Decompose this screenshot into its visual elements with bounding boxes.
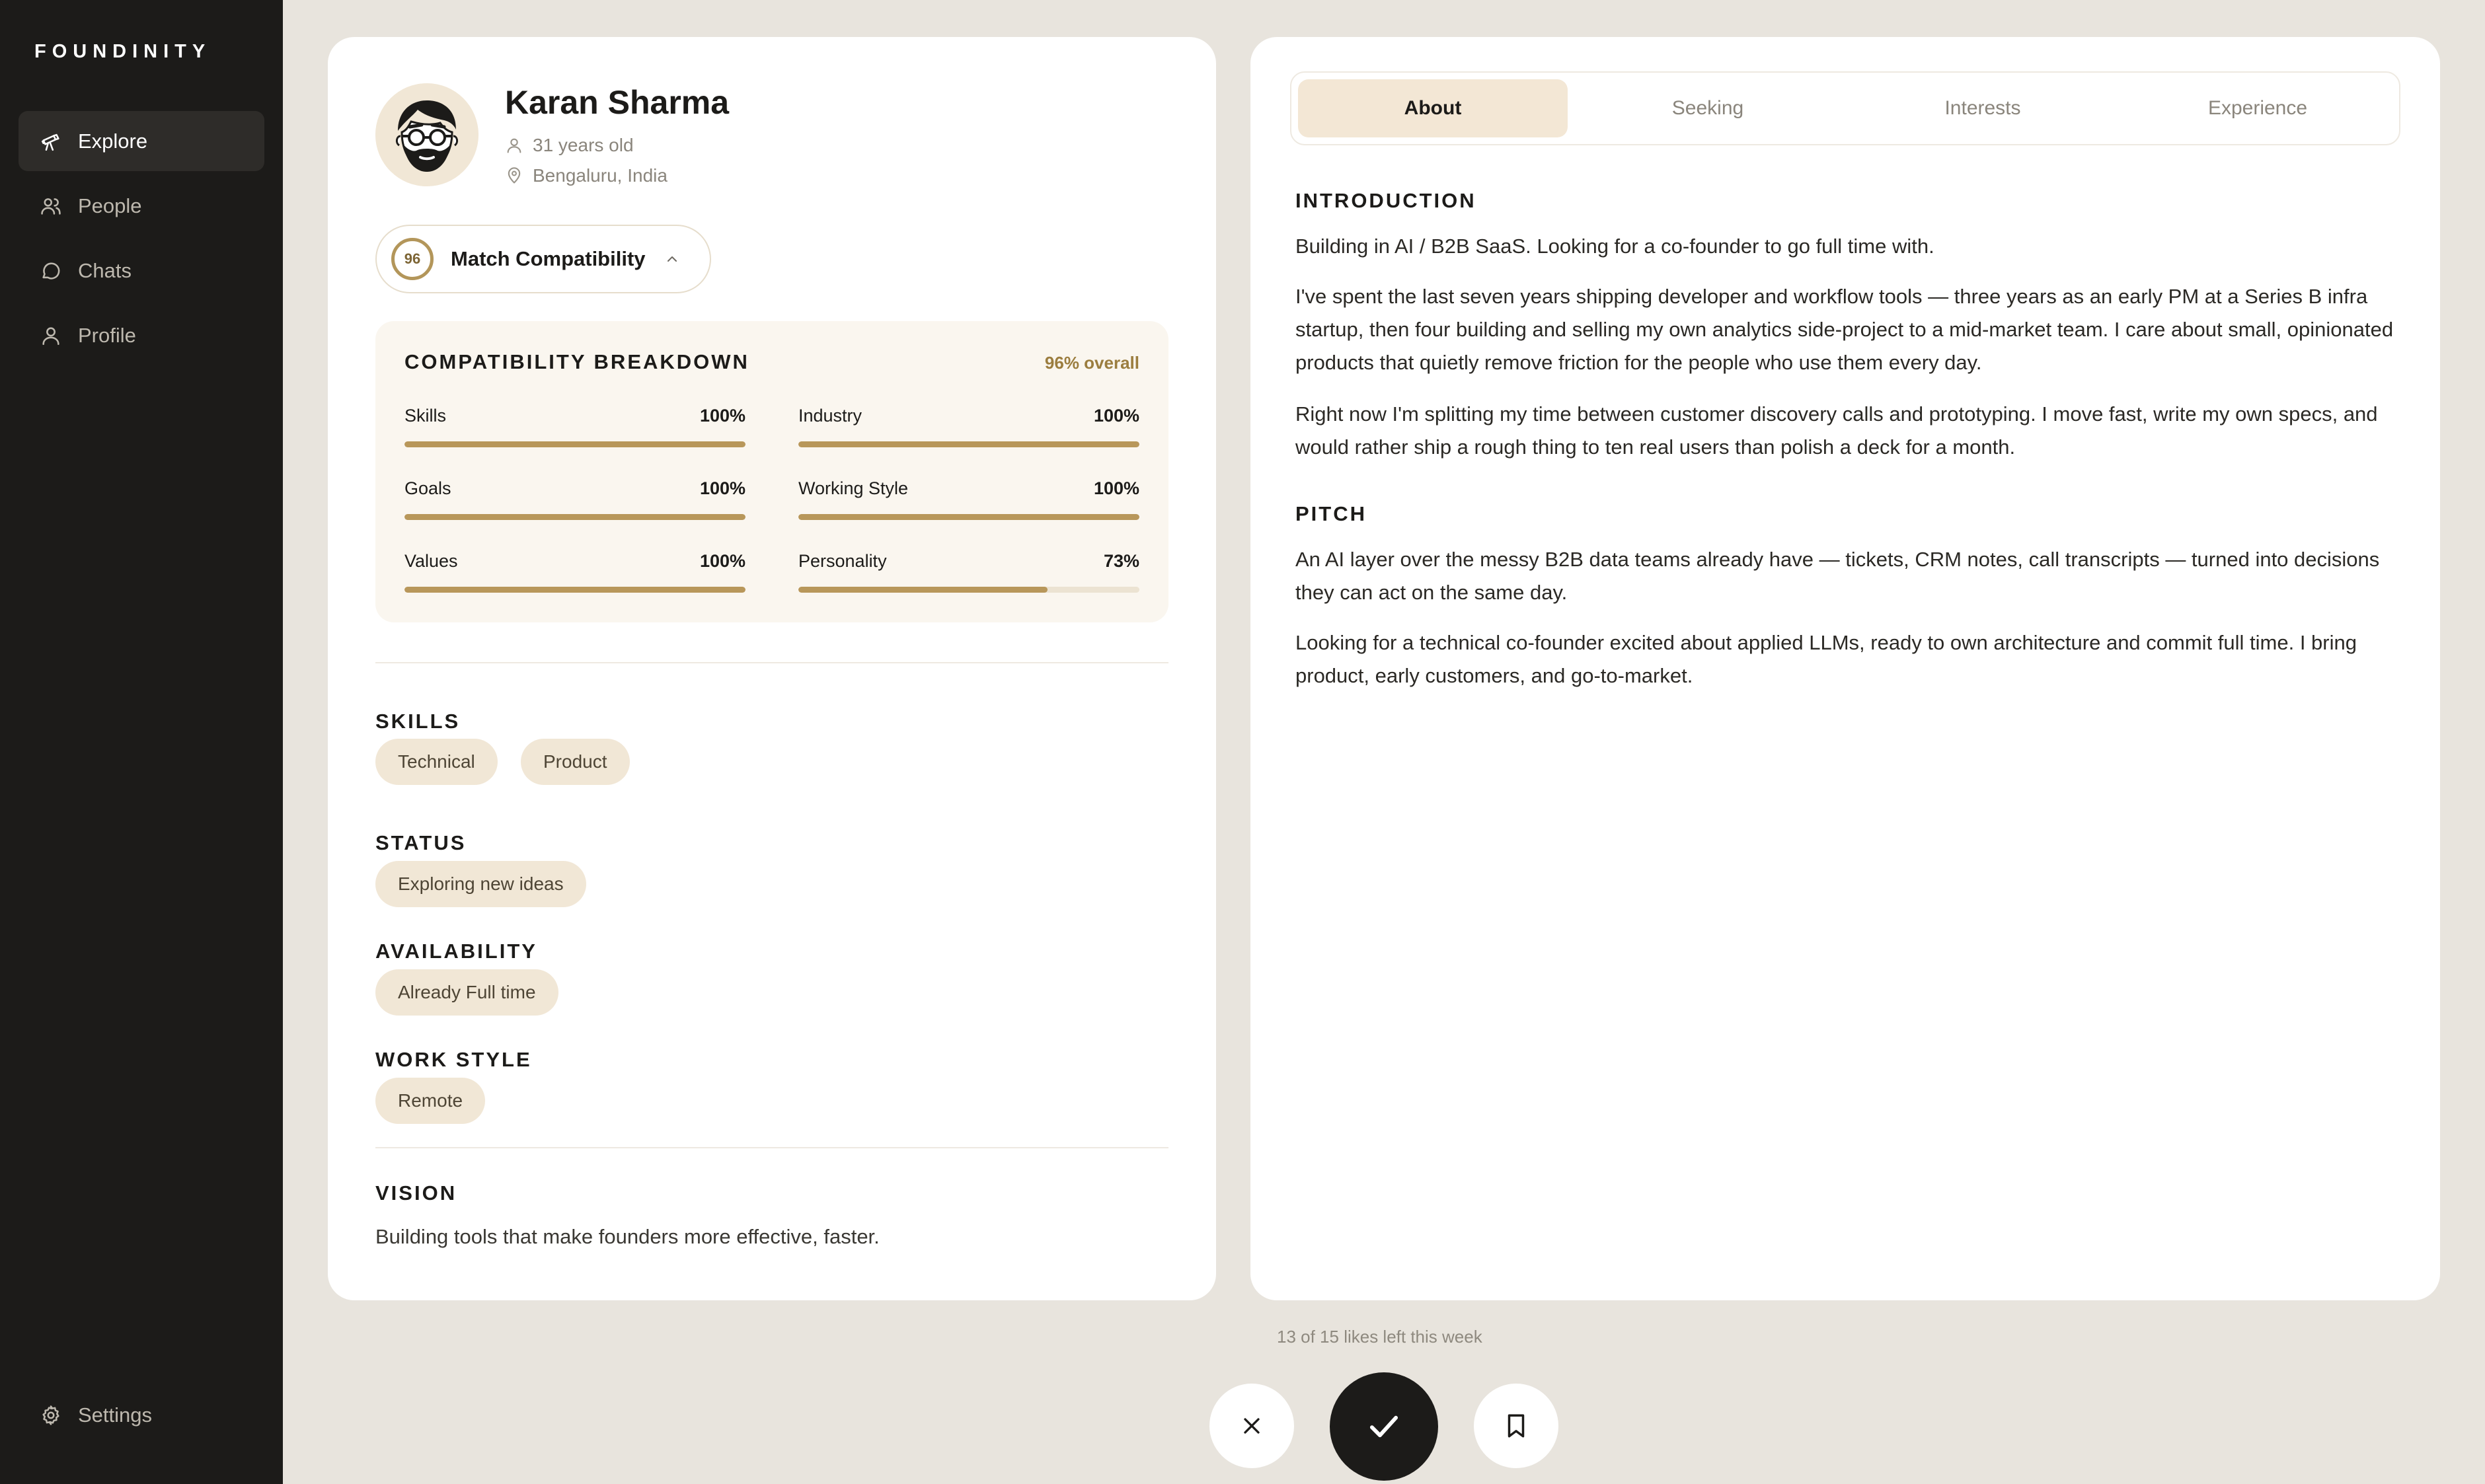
intro-paragraph: Building in AI / B2B SaaS. Looking for a co-founder to go full time with. [1295,235,1934,258]
metric-value: 73% [1103,551,1139,571]
sidebar-item-label: Profile [78,323,136,347]
avatar [375,83,478,186]
metric-bar-fill [798,587,1048,593]
vision-text: Building tools that make founders more effective, faster. [375,1225,880,1248]
metric-bar-fill [404,514,746,520]
likes-remaining: 13 of 15 likes left this week [1277,1327,1482,1347]
chevron-up-icon [664,251,680,267]
metric-label: Industry [798,406,862,426]
metric-skills [404,406,746,445]
breakdown-title: COMPATIBILITY BREAKDOWN [404,350,749,373]
metric-label: Goals [404,478,451,498]
sidebar-item-label: Explore [78,129,148,153]
skill-chip: Technical [375,739,498,785]
match-compatibility-toggle[interactable] [375,225,711,293]
metric-bar-fill [798,441,1139,447]
metric-bar-fill [404,441,746,447]
sidebar-item-label: Chats [78,258,132,282]
match-score-badge: 96 [391,238,434,280]
check-icon [1365,1407,1403,1446]
metric-value: 100% [699,551,746,571]
tab-about[interactable]: About [1298,79,1568,137]
match-compatibility-label: Match Compatibility [451,247,646,270]
divider [375,1147,1168,1148]
pitch-paragraph: An AI layer over the messy B2B data teams already have — tickets, CRM notes, call transcripts — turned into decisions they can act on the same day. [1295,548,2380,604]
metric-working-style [798,478,1139,518]
metric-label: Personality [798,551,887,571]
metric-industry [798,406,1139,445]
availability-chip: Already Full time [375,969,558,1016]
metric-label: Skills [404,406,447,426]
profile-name: Karan Sharma [505,84,730,121]
metric-goals [404,478,746,518]
bookmark-button[interactable] [1474,1384,1558,1468]
people-icon [40,195,62,217]
metric-bar [404,441,746,447]
status-chip: Exploring new ideas [375,861,586,907]
metric-personality [798,551,1139,591]
skill-chip: Product [521,739,630,785]
metric-bar [798,514,1139,520]
metric-bar [404,514,746,520]
tab-seeking[interactable]: Seeking [1671,97,1744,119]
sidebar-item-chats[interactable] [19,241,264,301]
compatibility-breakdown [375,321,1168,622]
skills-heading: SKILLS [375,710,461,733]
user-icon [505,136,523,155]
metric-bar-fill [798,514,1139,520]
metric-value: 100% [699,478,746,498]
pass-button[interactable] [1209,1384,1294,1468]
profile-age-row [505,135,634,156]
profile-location: Bengaluru, India [533,165,668,186]
chat-bubble-icon [40,260,62,282]
intro-paragraph: I've spent the last seven years shipping developer and workflow tools — three years as an early PM at a Series B infra startup, then four building and selling my own analytics side-project to a mid-market team. I care about small, opinionated products that quietly remove friction for the people who use them every day. [1295,285,2394,374]
metric-value: 100% [1093,478,1139,498]
metric-label: Values [404,551,458,571]
introduction-heading: INTRODUCTION [1295,189,1476,212]
sidebar-item-label: Settings [78,1403,153,1427]
profile-location-row [505,165,668,186]
work-style-chip: Remote [375,1078,485,1124]
bookmark-icon [1502,1412,1530,1440]
availability-heading: AVAILABILITY [375,940,537,963]
metric-value: 100% [1093,406,1139,426]
profile-card [328,37,1216,1300]
divider [375,662,1168,663]
vision-heading: VISION [375,1181,457,1205]
sidebar-item-label: People [78,194,142,217]
details-card [1250,37,2440,1300]
tab-bar [1290,71,2400,145]
sidebar-item-profile[interactable] [19,305,264,365]
metric-bar [798,587,1139,593]
pitch-heading: PITCH [1295,502,1367,525]
sidebar-item-settings[interactable] [19,1385,264,1445]
sidebar [0,0,283,1484]
like-button[interactable] [1330,1372,1438,1481]
avatar-illustration [375,83,478,186]
metric-bar-fill [404,587,746,593]
pitch-paragraph: Looking for a technical co-founder excited about applied LLMs, ready to own architecture and commit full time. I bring product, early customers, and go-to-market. [1295,631,2357,687]
user-icon [40,324,62,347]
location-pin-icon [505,167,523,185]
metric-value: 100% [699,406,746,426]
tab-experience[interactable]: Experience [2207,97,2308,119]
breakdown-overall: 96% overall [1044,353,1139,373]
close-icon [1239,1413,1265,1439]
metric-bar [404,587,746,593]
profile-age: 31 years old [533,135,634,155]
gear-icon [40,1404,62,1427]
brand-logo: FOUNDINITY [34,41,211,62]
sidebar-item-people[interactable] [19,176,264,236]
sidebar-item-explore[interactable] [19,111,264,171]
metric-label: Working Style [798,478,909,498]
intro-paragraph: Right now I'm splitting my time between customer discovery calls and prototyping. I move fast, write my own specs, and would rather ship a rough thing to ten real users than polish a deck for a month. [1295,402,2378,459]
metric-bar [798,441,1139,447]
work-style-heading: WORK STYLE [375,1048,532,1071]
metric-values [404,551,746,591]
telescope-icon [40,130,62,153]
tab-interests[interactable]: Interests [1944,97,2021,119]
status-heading: STATUS [375,831,467,854]
